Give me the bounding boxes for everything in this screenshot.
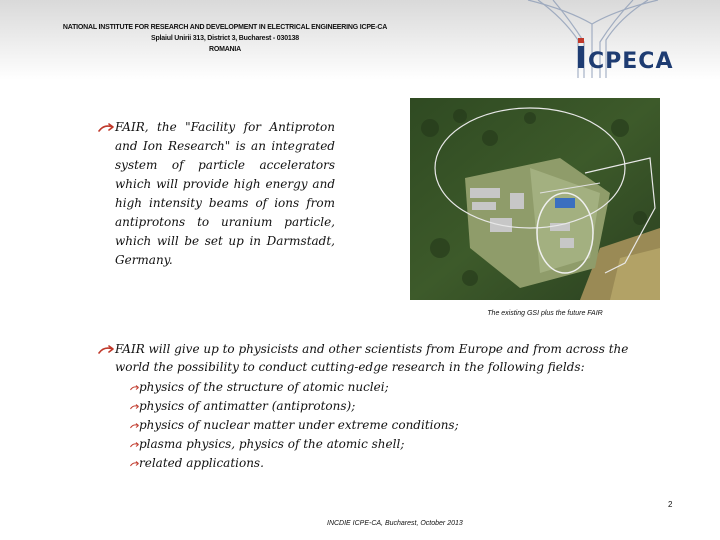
footer-text: INCDIE ICPE-CA, Bucharest, October 2013 [327,520,463,527]
swoosh-bullet-icon [98,345,114,355]
field-label: physics of the structure of atomic nuclei; [139,380,389,394]
research-fields-list [130,378,530,473]
small-arrow-bullet-icon [130,404,139,410]
small-arrow-bullet-icon [130,423,139,429]
list-item [130,397,530,416]
list-item [130,454,530,473]
institute-name: NATIONAL INSTITUTE FOR RESEARCH AND DEVELOPMENT IN ELECTRICAL ENGINEERING ICPE-CA [62,24,388,31]
svg-text:CPECA: CPECA [588,49,674,74]
small-arrow-bullet-icon [130,442,139,448]
fair-aerial-photo [410,98,660,300]
list-item [130,435,530,454]
page-number: 2 [668,500,673,509]
fair-description: FAIR, the "Facility for Antiproton and Ion Research" is an integrated system of particle accelerators which will provide high energy and high intensity beams of ions from antiprotons to uranium particle, which will be set up in Darmstadt, Germany. [115,120,335,267]
slide-header [0,0,720,80]
list-item [130,416,530,435]
icpe-ca-logo [508,0,698,78]
institute-country: ROMANIA [208,46,242,53]
swoosh-bullet-icon [98,123,114,133]
list-item [130,378,530,397]
research-intro: FAIR will give up to physicists and other scientists from Europe and from across the world the possibility to conduct cutting-edge research in the following fields: [115,342,629,374]
field-label: physics of antimatter (antiprotons); [139,399,356,413]
institute-address [60,22,390,55]
small-arrow-bullet-icon [130,385,139,391]
small-arrow-bullet-icon [130,461,139,467]
field-label: related applications. [139,456,264,470]
field-label: plasma physics, physics of the atomic shell; [139,437,405,451]
institute-street: Splaiul Unirii 313, District 3, Bucharest - 030138 [151,35,299,42]
field-label: physics of nuclear matter under extreme conditions; [139,418,459,432]
photo-caption: The existing GSI plus the future FAIR [487,310,603,317]
